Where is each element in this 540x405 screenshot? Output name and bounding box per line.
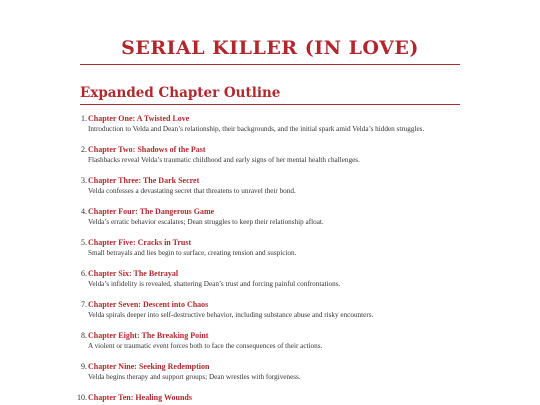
chapter-title: Chapter Two: Shadows of the Past [88,145,206,154]
section-divider [80,104,460,105]
chapter-outline-list [77,113,458,405]
chapter-title: Chapter One: A Twisted Love [88,114,190,123]
chapter-number: 1. [81,114,87,123]
chapter-title: Chapter Three: The Dark Secret [88,176,200,185]
chapter-description: Velda spirals deeper into self-destructive behavior, including substance abuse and risky encounters. [88,311,374,319]
chapter-item [81,237,458,259]
chapter-item [81,144,458,166]
chapter-description: Introduction to Velda and Dean’s relationship, their backgrounds, and the initial spark amid Velda’s hidden struggles. [88,125,425,133]
chapter-number: 2. [81,145,87,154]
chapter-title: Chapter Ten: Healing Wounds [88,393,192,402]
chapter-number: 7. [81,300,87,309]
chapter-number: 10. [77,393,87,402]
chapter-number: 3. [81,176,87,185]
chapter-item [81,330,458,352]
chapter-item [81,175,458,197]
chapter-number: 6. [81,269,87,278]
chapter-description: Velda begins therapy and support groups; Dean wrestles with forgiveness. [88,373,301,381]
chapter-item [81,361,458,383]
chapter-description: Flashbacks reveal Velda’s traumatic childhood and early signs of her mental health challenges. [88,156,360,164]
chapter-description: Small betrayals and lies begin to surface, creating tension and suspicion. [88,249,297,257]
chapter-title: Chapter Six: The Betrayal [88,269,179,278]
chapter-title: Chapter Nine: Seeking Redemption [88,362,210,371]
chapter-item [81,206,458,228]
chapter-title: Chapter Five: Cracks in Trust [88,238,192,247]
chapter-number: 4. [81,207,87,216]
chapter-description: A violent or traumatic event forces both to face the consequences of their actions. [88,342,323,350]
chapter-item [81,299,458,321]
chapter-description: Velda’s infidelity is revealed, shattering Dean’s trust and forcing painful confrontations. [88,280,341,288]
chapter-item [81,268,458,290]
chapter-item [81,113,458,135]
chapter-number: 5. [81,238,87,247]
chapter-number: 8. [81,331,87,340]
chapter-title: Chapter Seven: Descent into Chaos [88,300,209,309]
title-divider [80,64,460,65]
document-title: SERIAL KILLER (IN LOVE) [121,37,419,59]
chapter-description: Velda’s erratic behavior escalates; Dean struggles to keep their relationship afloat. [88,218,324,226]
chapter-description: Velda confesses a devastating secret that threatens to unravel their bond. [88,187,296,195]
chapter-item [77,392,458,403]
section-title: Expanded Chapter Outline [80,85,281,101]
chapter-number: 9. [81,362,87,371]
chapter-title: Chapter Four: The Dangerous Game [88,207,215,216]
chapter-title: Chapter Eight: The Breaking Point [88,331,209,340]
